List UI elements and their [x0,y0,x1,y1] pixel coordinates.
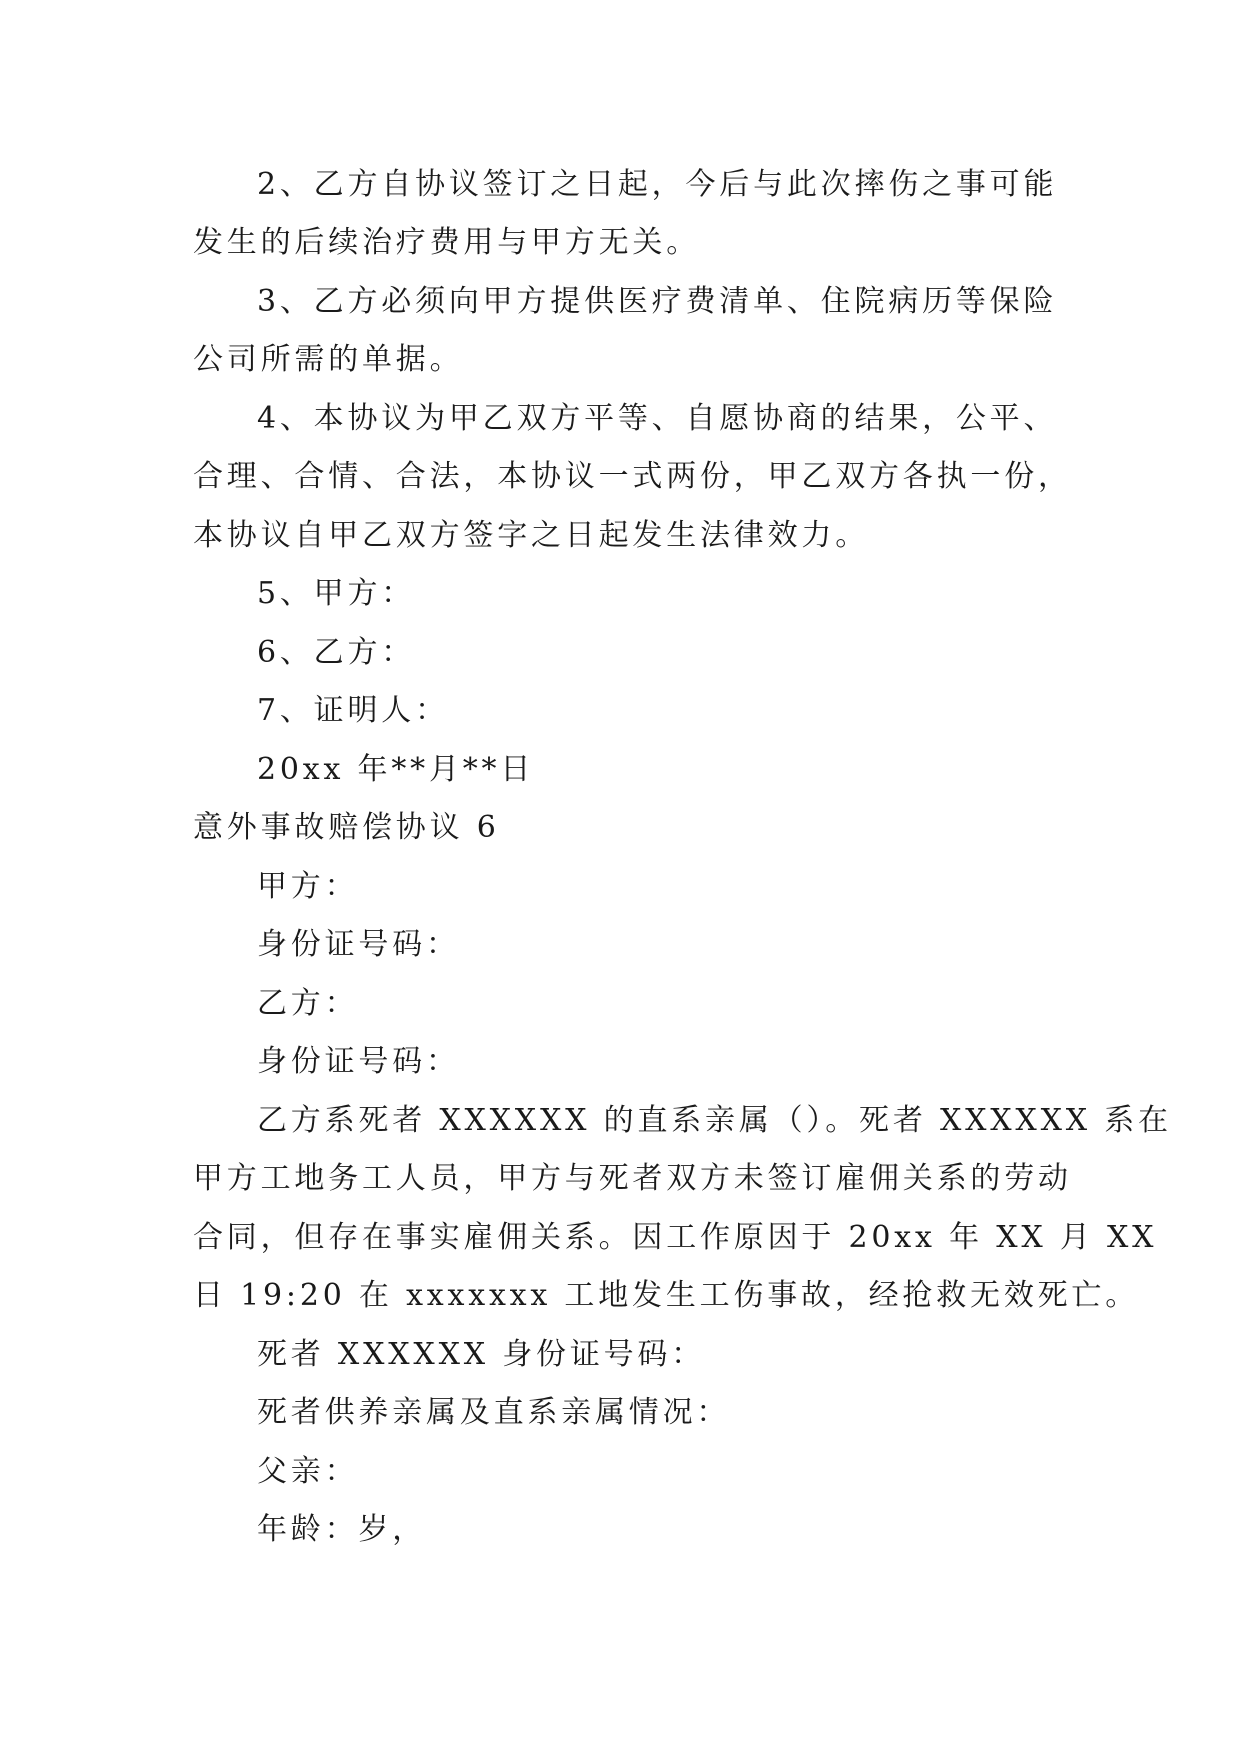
statement-line-1: 乙方系死者 XXXXXX 的直系亲属（）。死者 XXXXXX 系在 [257,1103,1172,1138]
clause-2-line-1: 2、乙方自协议签订之日起，今后与此次摔伤之事可能 [257,167,1058,202]
clause-4-line-3: 本协议自甲乙双方签字之日起发生法律效力。 [193,518,869,553]
statement-line-2: 甲方工地务工人员，甲方与死者双方未签订雇佣关系的劳动 [193,1161,1072,1196]
clause-4-line-2: 合理、合情、合法，本协议一式两份，甲乙双方各执一份， [193,459,1072,494]
clause-5-party-a: 5、甲方： [257,576,416,611]
statement-line-3: 合同，但存在事实雇佣关系。因工作原因于 20xx 年 XX 月 XX [193,1220,1158,1255]
date-line: 20xx 年**月**日 [257,752,535,787]
deceased-id-label: 死者 XXXXXX 身份证号码： [257,1337,706,1372]
age-label: 年龄：岁， [257,1512,426,1547]
statement-line-4: 日 19:20 在 xxxxxxx 工地发生工伤事故，经抢救无效死亡。 [193,1278,1140,1313]
party-b-id-label: 身份证号码： [257,1044,460,1079]
clause-7-witness: 7、证明人： [257,693,449,728]
father-label: 父亲： [257,1454,359,1489]
dependents-heading: 死者供养亲属及直系亲属情况： [257,1395,731,1430]
party-a-id-label: 身份证号码： [257,927,460,962]
clause-2-line-2: 发生的后续治疗费用与甲方无关。 [193,225,700,260]
clause-6-party-b: 6、乙方： [257,635,416,670]
party-a-label: 甲方： [257,869,359,904]
clause-3-line-2: 公司所需的单据。 [193,342,464,377]
clause-3-line-1: 3、乙方必须向甲方提供医疗费清单、住院病历等保险 [257,284,1058,319]
party-b-label: 乙方： [257,986,359,1021]
clause-4-line-1: 4、本协议为甲乙双方平等、自愿协商的结果，公平、 [257,401,1058,436]
section-title: 意外事故赔偿协议 6 [193,810,500,845]
